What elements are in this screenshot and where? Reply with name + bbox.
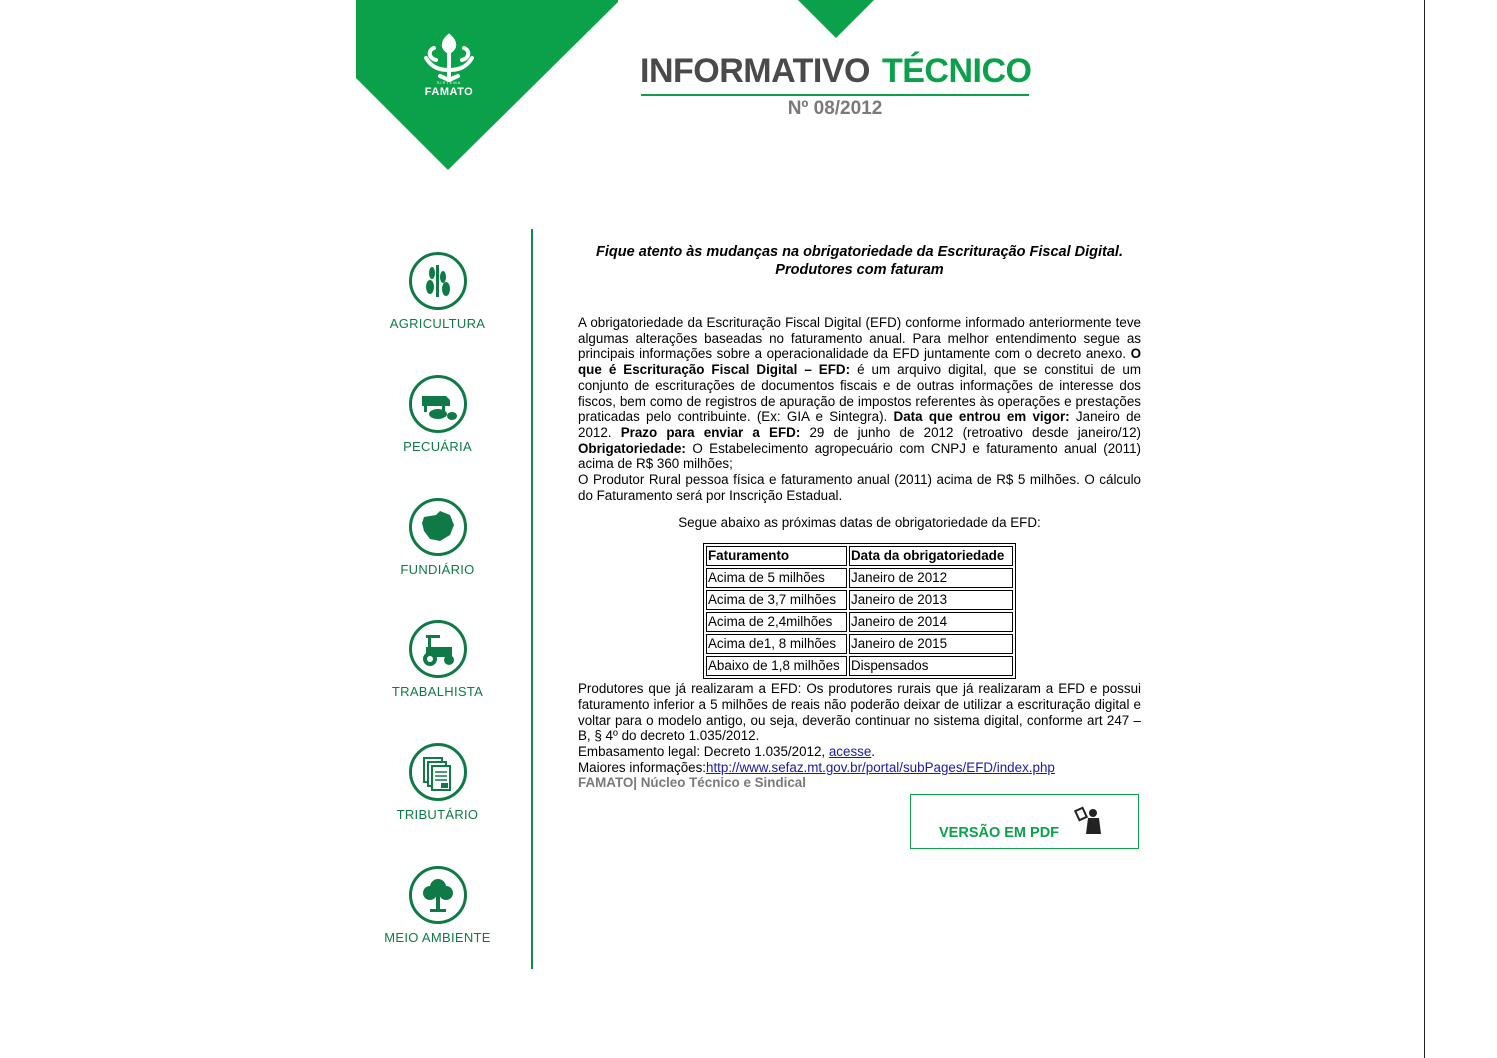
p1-answer-1: é um arquivo digital, que se constitui de um conjunto de escriturações de documentos fiscais e de outras informações de interesse dos fiscos, bem como de registros de apuração de impostos referentes às operações e prestações praticadas pelo contribuinte. (Ex: GIA e Sintegra). bbox=[578, 362, 1141, 425]
p1-question-2: Data que entrou em vigor: bbox=[893, 409, 1070, 425]
table-cell: Dispensados bbox=[849, 656, 1013, 676]
article-paragraph-2: O Produtor Rural pessoa física e faturamento anual (2011) acima de R$ 5 milhões. O cálculo do Faturamento será por Inscrição Estadual. bbox=[578, 472, 1141, 503]
p1-answer-2: Janeiro de 2012. bbox=[578, 409, 1141, 440]
table-cell: Janeiro de 2014 bbox=[849, 612, 1013, 632]
table-cell: Abaixo de 1,8 milhões bbox=[706, 656, 847, 676]
table-cell: Janeiro de 2013 bbox=[849, 590, 1013, 610]
p1-intro: A obrigatoriedade da Escrituração Fiscal Digital (EFD) conforme informado anteriormente teve algumas alterações baseadas no faturamento anual. Para melhor entendimento segue as principais informações sobre a operacionalidade da EFD juntamente com o decreto anexo. bbox=[578, 315, 1141, 362]
logo-wordmark: FAMATO bbox=[424, 86, 474, 98]
issue-number: Nº 08/2012 bbox=[787, 98, 883, 119]
sidebar-item-agricultura[interactable] bbox=[380, 252, 495, 331]
legal-basis-text: Embasamento legal: Decreto 1.035/2012, bbox=[578, 743, 829, 759]
p1-question-1: O que é Escrituração Fiscal Digital – EFD: bbox=[578, 346, 1141, 378]
article-title: Fique atento às mudanças na obrigatoriedade da Escrituração Fiscal Digital. Produtores com faturam bbox=[596, 244, 1123, 278]
title-underline bbox=[641, 94, 1029, 96]
page-edge-rule bbox=[1424, 0, 1425, 1058]
top-chevron-decoration bbox=[798, 0, 874, 38]
tree-icon bbox=[409, 866, 467, 924]
article-paragraph-1 bbox=[578, 315, 1141, 472]
table-cell: Acima de 3,7 milhões bbox=[706, 590, 847, 610]
sidebar-item-label: TRIBUTÁRIO bbox=[396, 807, 479, 822]
table-cell: Janeiro de 2012 bbox=[849, 568, 1013, 588]
sidebar-item-trabalhista[interactable] bbox=[380, 620, 495, 699]
title-part-2: TÉCNICO bbox=[881, 52, 1032, 90]
table-intro: Segue abaixo as próximas datas de obrigatoriedade da EFD: bbox=[678, 515, 1041, 531]
table-row bbox=[706, 590, 1013, 610]
sidebar-item-meio-ambiente[interactable] bbox=[380, 866, 495, 945]
sidebar-item-label: TRABALHISTA bbox=[391, 684, 484, 699]
p1-answer-4: O Estabelecimento agropecuário com CNPJ e faturamento anual (2011) acima de R$ 360 milhões; bbox=[578, 440, 1141, 472]
land-map-icon bbox=[409, 498, 467, 556]
table-header-cell: Faturamento bbox=[706, 546, 847, 566]
sidebar-item-label: FUNDIÁRIO bbox=[400, 562, 475, 577]
p1-question-4: Obrigatoriedade: bbox=[578, 440, 686, 456]
more-info bbox=[578, 760, 1141, 776]
brand-banner bbox=[356, 0, 618, 172]
logo-subtitle: SISTEMA bbox=[436, 80, 462, 85]
pdf-button-label: VERSÃO EM PDF bbox=[939, 825, 1060, 841]
sidebar-item-pecuaria[interactable] bbox=[380, 375, 495, 454]
sidebar-item-tributario[interactable] bbox=[380, 743, 495, 822]
livestock-icon bbox=[409, 375, 467, 433]
sidebar-item-label: MEIO AMBIENTE bbox=[384, 930, 491, 945]
table-cell: Acima de 5 milhões bbox=[706, 568, 847, 588]
sefaz-efd-link[interactable]: http://www.sefaz.mt.gov.br/portal/subPages/EFD/index.php bbox=[706, 759, 1055, 775]
table-cell: Acima de1, 8 milhões bbox=[706, 634, 847, 654]
sidebar-divider bbox=[531, 229, 533, 969]
pdf-version-button[interactable] bbox=[910, 794, 1139, 849]
legal-basis-suffix: . bbox=[871, 743, 876, 759]
tractor-icon bbox=[409, 620, 467, 678]
signature: FAMATO| Núcleo Técnico e Sindical bbox=[578, 775, 806, 791]
page-title bbox=[640, 52, 1031, 91]
table-row bbox=[706, 612, 1013, 632]
table-row bbox=[706, 656, 1013, 676]
famato-logo-icon bbox=[418, 28, 480, 84]
table-cell: Janeiro de 2015 bbox=[849, 634, 1013, 654]
article bbox=[578, 243, 1141, 791]
title-part-1: INFORMATIVO bbox=[640, 52, 870, 90]
sidebar-item-label: AGRICULTURA bbox=[389, 316, 486, 331]
agriculture-icon bbox=[409, 252, 467, 310]
table-cell: Acima de 2,4milhões bbox=[706, 612, 847, 632]
decree-link[interactable]: acesse bbox=[828, 743, 872, 759]
sidebar-item-label: PECUÁRIA bbox=[403, 439, 472, 454]
table-row bbox=[706, 568, 1013, 588]
table-header-row bbox=[706, 546, 1013, 566]
p1-answer-3: 29 de junho de 2012 (retroativo desde janeiro/12) bbox=[800, 424, 1141, 440]
table-header-cell: Data da obrigatoriedade bbox=[849, 546, 1013, 566]
pdf-reader-icon bbox=[1073, 804, 1109, 838]
p1-question-3: Prazo para enviar a EFD: bbox=[620, 424, 801, 440]
sidebar-item-fundiario[interactable] bbox=[380, 498, 495, 577]
more-info-text: Maiores informações: bbox=[578, 759, 707, 775]
efd-deadline-table bbox=[703, 543, 1016, 679]
documents-icon bbox=[409, 743, 467, 801]
article-paragraph-3: Produtores que já realizaram a EFD: Os produtores rurais que já realizaram a EFD e possui faturamento inferior a 5 milhões de reais não poderão deixar de utilizar a escrituração digital e voltar para o modelo antigo, ou seja, deverão continuar no sistema digital, conforme art 247 –B, § 4º do decreto 1.035/2012. bbox=[578, 681, 1141, 744]
legal-basis bbox=[578, 744, 1141, 760]
table-row bbox=[706, 634, 1013, 654]
